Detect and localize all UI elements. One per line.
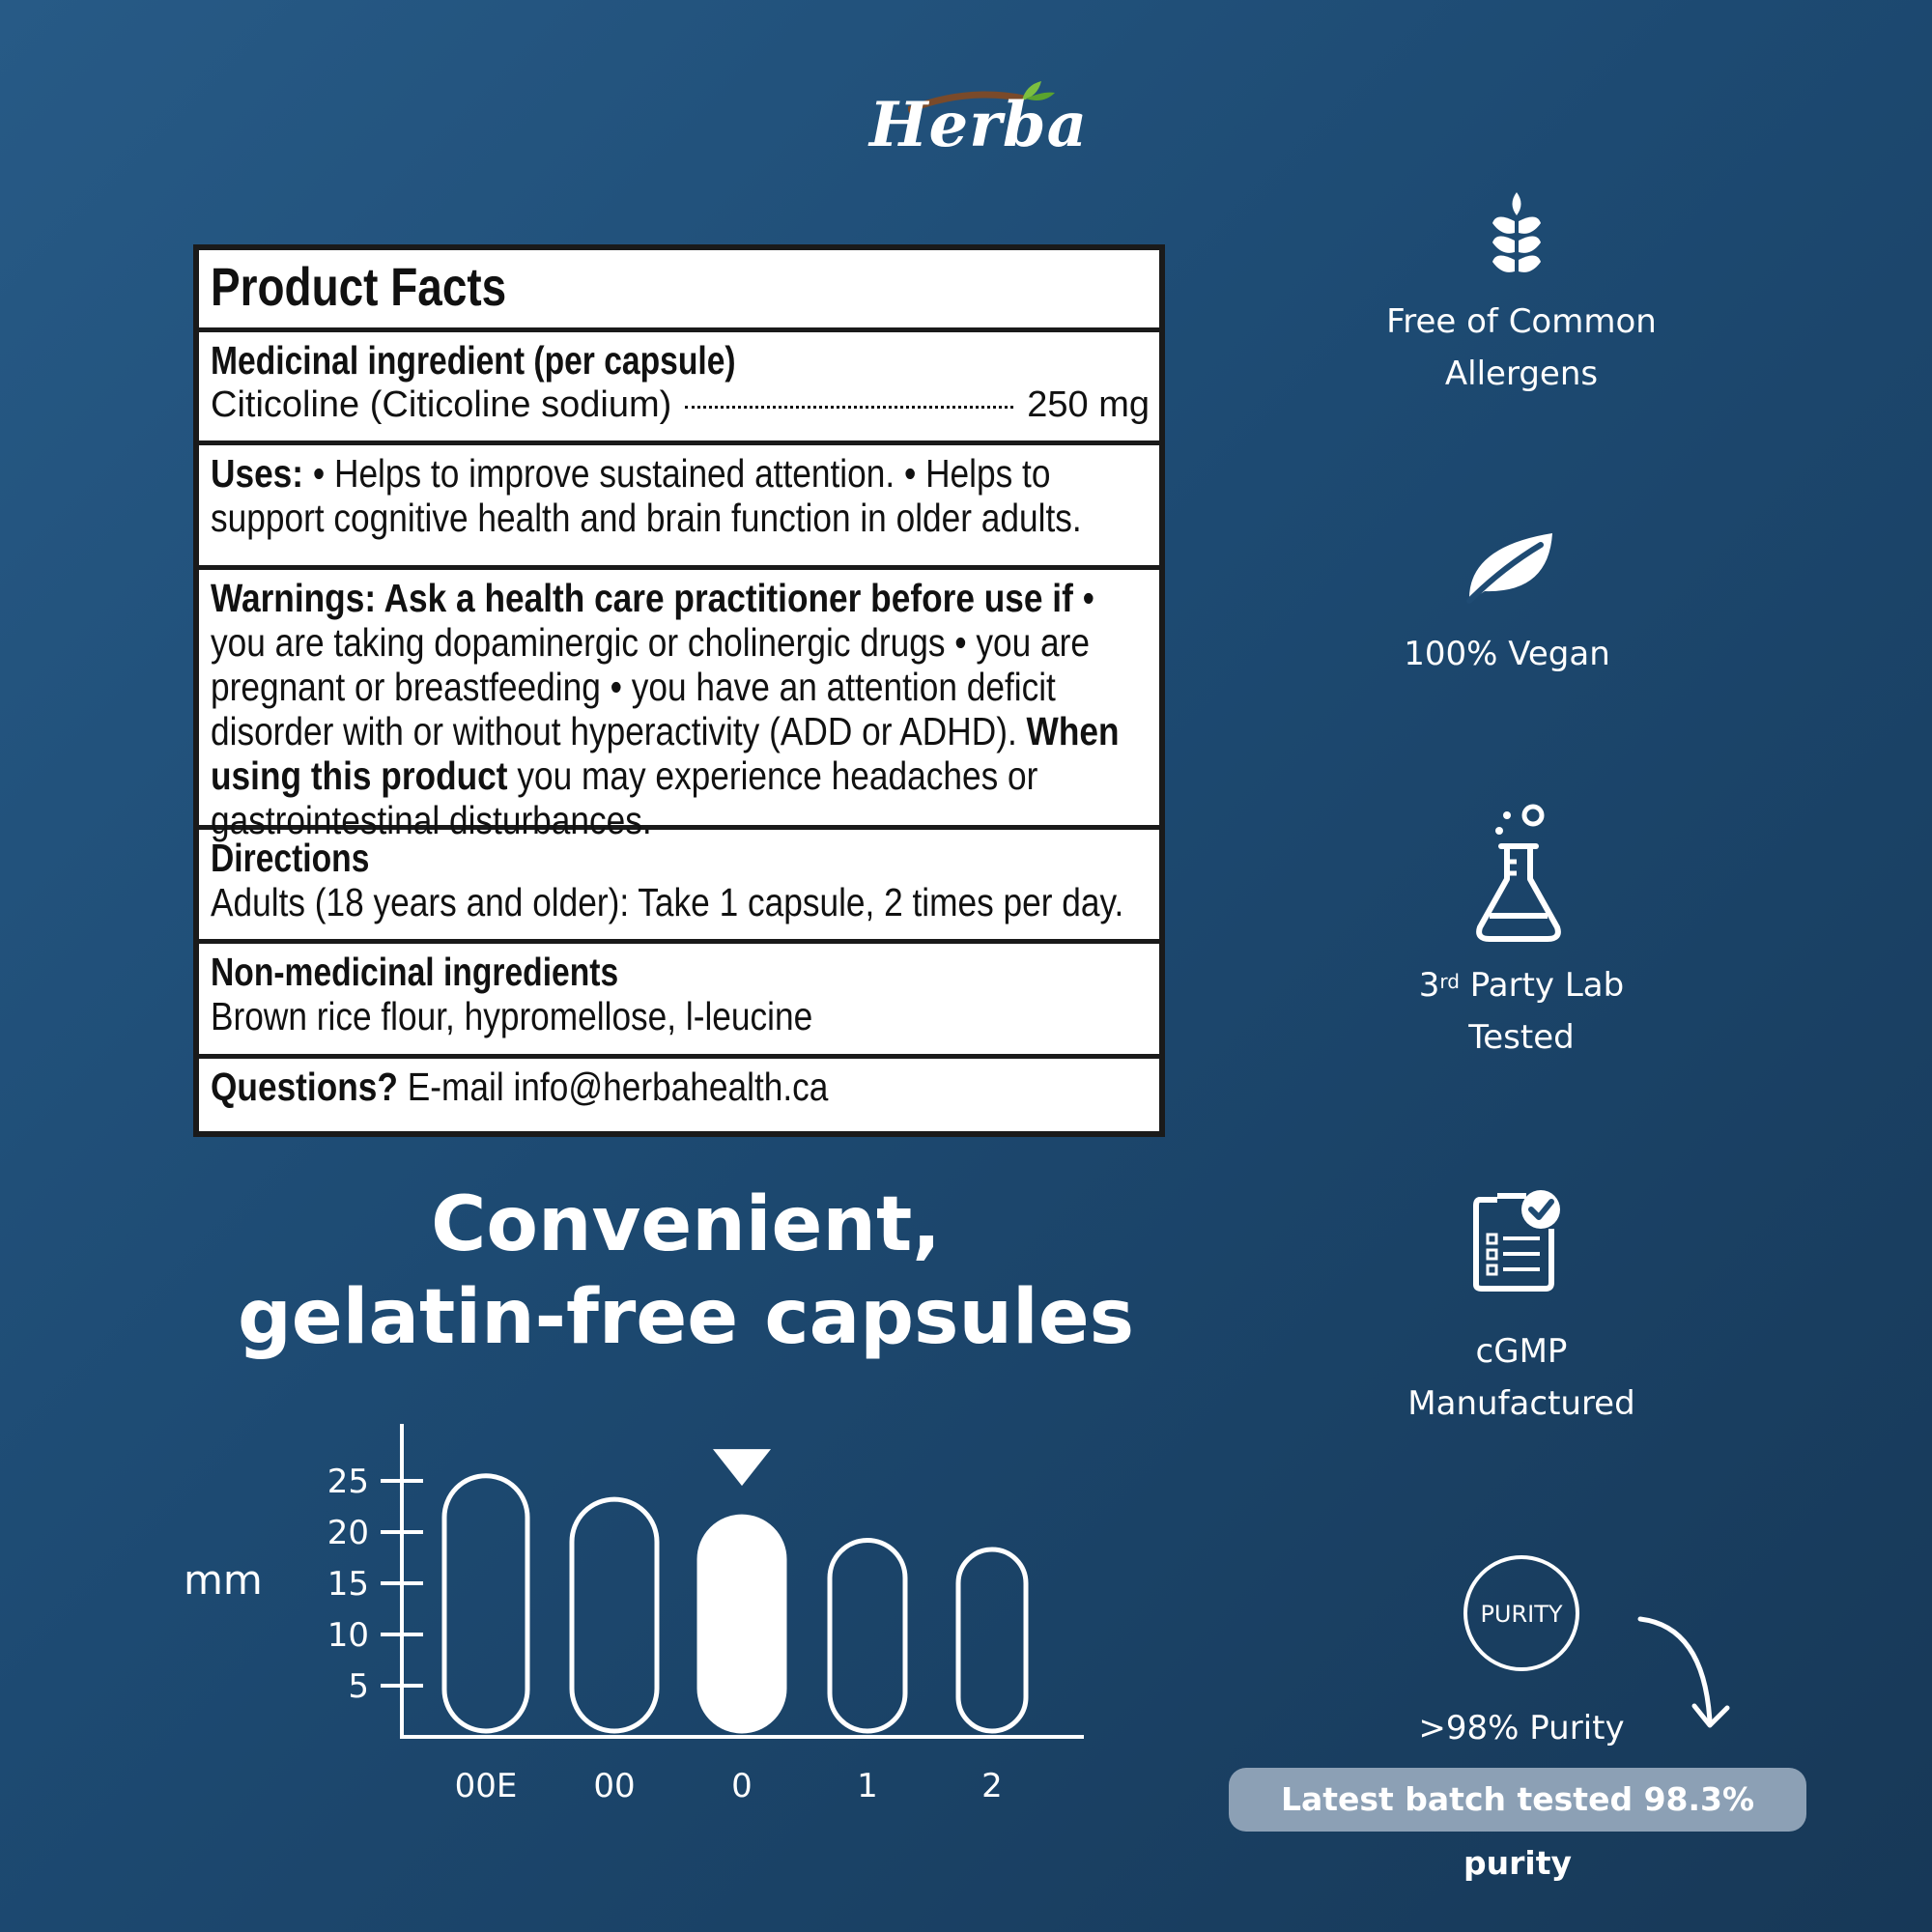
non-medicinal-text: Brown rice flour, hypromellose, l-leucine [211,994,813,1038]
questions-section [199,1059,1159,1131]
warnings-body2: you may experience headaches or gastrointestinal disturbances. [211,753,1038,842]
capsule-bar-00 [572,1499,657,1731]
warnings-body: • you are taking dopaminergic or cholinergic drugs • you are pregnant or breastfeeding • you have an attention deficit disorder with or without hyperactivity (ADD or ADHD). [211,576,1094,753]
feature-purity [1338,1702,1705,1754]
y-tick-label: 10 [327,1616,369,1655]
medicinal-amount: 250 mg [1027,384,1150,425]
y-axis-label: mm [184,1556,263,1604]
x-tick-label: 00E [454,1767,518,1805]
medicinal-ingredient: Citicoline (Citicoline sodium) [211,384,672,425]
wheat-icon [1483,188,1550,280]
capsule-size-chart [164,1410,1092,1816]
x-tick-label: 1 [857,1767,878,1805]
uses-section [199,445,1159,565]
directions-text: Adults (18 years and older): Take 1 capsule, 2 times per day. [211,880,1124,924]
capsule-bar-1 [830,1540,905,1731]
headline-line-1: Convenient, [431,1181,941,1268]
y-tick-label: 25 [327,1463,369,1501]
leaf-icon [1463,529,1560,607]
feature-allergens-line2: Allergens [1444,355,1599,393]
medicinal-heading: Medicinal ingredient (per capsule) [211,338,736,383]
feature-cgmp [1338,1325,1705,1430]
feature-lab-line1: 3rd Party Lab [1418,966,1625,1005]
y-tick-label: 5 [348,1667,369,1706]
product-facts-panel [193,244,1165,1137]
capsule-bar-2 [958,1549,1026,1731]
feature-cgmp-line2: Manufactured [1407,1384,1635,1423]
directions-heading: Directions [211,836,370,880]
warnings-section [199,570,1159,842]
feature-lab-line2: Tested [1468,1018,1575,1057]
x-tick-label: 00 [593,1767,636,1805]
feature-cgmp-line1: cGMP [1475,1332,1568,1371]
capsule-bar-0 [699,1517,784,1731]
feature-vegan-line1: 100% Vegan [1404,635,1610,673]
brand-name: Herba [869,89,1089,161]
flask-icon [1470,802,1567,947]
warnings-label: Warnings: Ask a health care practitioner before use if [211,576,1073,620]
feature-purity-line1: >98% Purity [1418,1709,1625,1747]
medicinal-section [199,332,1159,440]
feature-allergens-line1: Free of Common [1386,302,1657,341]
feature-lab-tested [1338,959,1705,1064]
facts-title-section [199,250,1159,327]
headline [193,1179,1179,1364]
directions-section [199,830,1159,939]
x-tick-label: 0 [731,1767,753,1805]
selected-size-marker-icon [713,1449,771,1486]
non-medicinal-section [199,944,1159,1054]
purity-badge-label: PURITY [1480,1601,1563,1628]
uses-label: Uses: [211,451,304,496]
non-medicinal-heading: Non-medicinal ingredients [211,950,619,994]
warnings-text [211,576,1139,842]
y-tick-label: 20 [327,1514,369,1552]
headline-line-2: gelatin-free capsules [237,1274,1135,1361]
purity-badge-icon [1462,1553,1581,1673]
questions-label: Questions? [211,1065,398,1109]
checklist-icon [1470,1186,1567,1293]
warnings-label2: When using this product [211,709,1120,798]
uses-body: • Helps to improve sustained attention. • Helps to support cognitive health and brain function in older adults. [211,451,1082,540]
y-tick-label: 15 [327,1565,369,1604]
leader-dots [685,406,1013,409]
batch-purity-pill: Latest batch tested 98.3% purity [1229,1768,1806,1832]
uses-text [211,451,1139,540]
questions-email[interactable]: E-mail info@herbahealth.ca [407,1065,829,1109]
feature-allergens [1338,296,1705,400]
x-tick-label: 2 [981,1767,1003,1805]
questions-line [211,1065,828,1109]
feature-vegan [1323,628,1690,680]
brand-logo [869,79,1089,166]
facts-title: Product Facts [211,256,507,317]
capsule-bar-00E [444,1476,527,1731]
